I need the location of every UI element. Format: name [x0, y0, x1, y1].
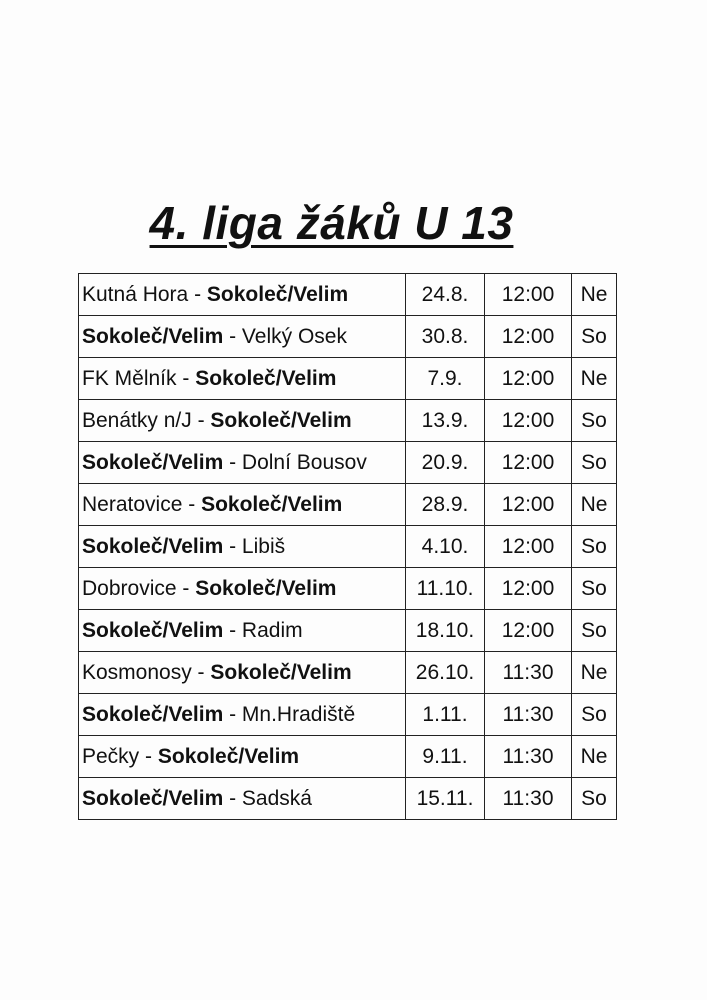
- home-team: Sokoleč/Velim: [82, 786, 224, 810]
- page-title: 4. liga žáků U 13: [149, 197, 514, 249]
- date-cell: 4.10.: [406, 526, 485, 568]
- away-team: Mn.Hradiště: [241, 702, 356, 726]
- time-cell: 11:30: [485, 652, 572, 694]
- home-team: Sokoleč/Velim: [82, 618, 224, 642]
- match-cell: [79, 778, 406, 820]
- day-cell: So: [572, 442, 617, 484]
- table-row: [79, 778, 617, 820]
- home-team: FK Mělník: [82, 366, 177, 390]
- date-cell: 18.10.: [406, 610, 485, 652]
- day-cell: So: [572, 778, 617, 820]
- team-separator: -: [176, 576, 196, 600]
- day-cell: So: [572, 694, 617, 736]
- time-cell: 12:00: [485, 400, 572, 442]
- match-cell: [79, 568, 406, 610]
- team-separator: -: [191, 408, 211, 432]
- home-team: Dobrovice: [82, 576, 177, 600]
- away-team: Sokoleč/Velim: [195, 366, 337, 390]
- away-team: Sokoleč/Velim: [195, 576, 337, 600]
- date-cell: 24.8.: [406, 274, 485, 316]
- day-cell: Ne: [572, 358, 617, 400]
- date-cell: 15.11.: [406, 778, 485, 820]
- away-team: Sokoleč/Velim: [210, 660, 352, 684]
- match-cell: [79, 358, 406, 400]
- team-separator: -: [223, 324, 242, 348]
- away-team: Radim: [241, 618, 303, 642]
- time-cell: 12:00: [485, 484, 572, 526]
- date-cell: 11.10.: [406, 568, 485, 610]
- time-cell: 12:00: [485, 568, 572, 610]
- table-row: [79, 568, 617, 610]
- away-team: Sokoleč/Velim: [201, 492, 343, 516]
- date-cell: 9.11.: [406, 736, 485, 778]
- day-cell: So: [572, 568, 617, 610]
- time-cell: 12:00: [485, 442, 572, 484]
- home-team: Neratovice: [82, 492, 183, 516]
- date-cell: 26.10.: [406, 652, 485, 694]
- time-cell: 12:00: [485, 358, 572, 400]
- table-row: [79, 484, 617, 526]
- match-cell: [79, 652, 406, 694]
- table-row: [79, 736, 617, 778]
- away-team: Libiš: [241, 534, 286, 558]
- home-team: Kosmonosy: [82, 660, 192, 684]
- away-team: Sokoleč/Velim: [210, 408, 352, 432]
- table-row: [79, 652, 617, 694]
- home-team: Sokoleč/Velim: [82, 324, 224, 348]
- day-cell: Ne: [572, 652, 617, 694]
- day-cell: So: [572, 526, 617, 568]
- match-cell: [79, 736, 406, 778]
- table-row: [79, 442, 617, 484]
- match-cell: [79, 694, 406, 736]
- match-schedule-table: [78, 273, 617, 820]
- team-separator: -: [139, 744, 158, 768]
- team-separator: -: [223, 786, 242, 810]
- time-cell: 11:30: [485, 736, 572, 778]
- day-cell: Ne: [572, 274, 617, 316]
- match-cell: [79, 442, 406, 484]
- away-team: Sadská: [241, 786, 312, 810]
- team-separator: -: [223, 618, 242, 642]
- table-row: [79, 274, 617, 316]
- date-cell: 20.9.: [406, 442, 485, 484]
- match-cell: [79, 316, 406, 358]
- away-team: Dolní Bousov: [241, 450, 367, 474]
- home-team: Sokoleč/Velim: [82, 534, 224, 558]
- away-team: Sokoleč/Velim: [157, 744, 300, 768]
- day-cell: So: [572, 316, 617, 358]
- time-cell: 12:00: [485, 274, 572, 316]
- time-cell: 11:30: [485, 778, 572, 820]
- date-cell: 7.9.: [406, 358, 485, 400]
- team-separator: -: [191, 660, 211, 684]
- day-cell: Ne: [572, 484, 617, 526]
- team-separator: -: [223, 702, 242, 726]
- table-row: [79, 694, 617, 736]
- match-cell: [79, 610, 406, 652]
- date-cell: 13.9.: [406, 400, 485, 442]
- team-separator: -: [182, 492, 202, 516]
- match-cell: [79, 526, 406, 568]
- home-team: Pečky: [82, 744, 140, 768]
- match-cell: [79, 400, 406, 442]
- day-cell: So: [572, 610, 617, 652]
- home-team: Kutná Hora: [82, 282, 189, 306]
- time-cell: 12:00: [485, 610, 572, 652]
- time-cell: 11:30: [485, 694, 572, 736]
- day-cell: Ne: [572, 736, 617, 778]
- home-team: Sokoleč/Velim: [82, 702, 224, 726]
- away-team: Sokoleč/Velim: [206, 282, 349, 306]
- date-cell: 30.8.: [406, 316, 485, 358]
- day-cell: So: [572, 400, 617, 442]
- home-team: Benátky n/J: [82, 408, 192, 432]
- time-cell: 12:00: [485, 526, 572, 568]
- table-row: [79, 610, 617, 652]
- table-row: [79, 316, 617, 358]
- date-cell: 28.9.: [406, 484, 485, 526]
- team-separator: -: [223, 534, 242, 558]
- home-team: Sokoleč/Velim: [82, 450, 224, 474]
- away-team: Velký Osek: [241, 324, 347, 348]
- time-cell: 12:00: [485, 316, 572, 358]
- team-separator: -: [223, 450, 242, 474]
- table-row: [79, 400, 617, 442]
- table-row: [79, 358, 617, 400]
- team-separator: -: [176, 366, 196, 390]
- date-cell: 1.11.: [406, 694, 485, 736]
- match-cell: [79, 274, 406, 316]
- match-schedule-body: [79, 274, 617, 820]
- team-separator: -: [188, 282, 207, 306]
- table-row: [79, 526, 617, 568]
- match-cell: [79, 484, 406, 526]
